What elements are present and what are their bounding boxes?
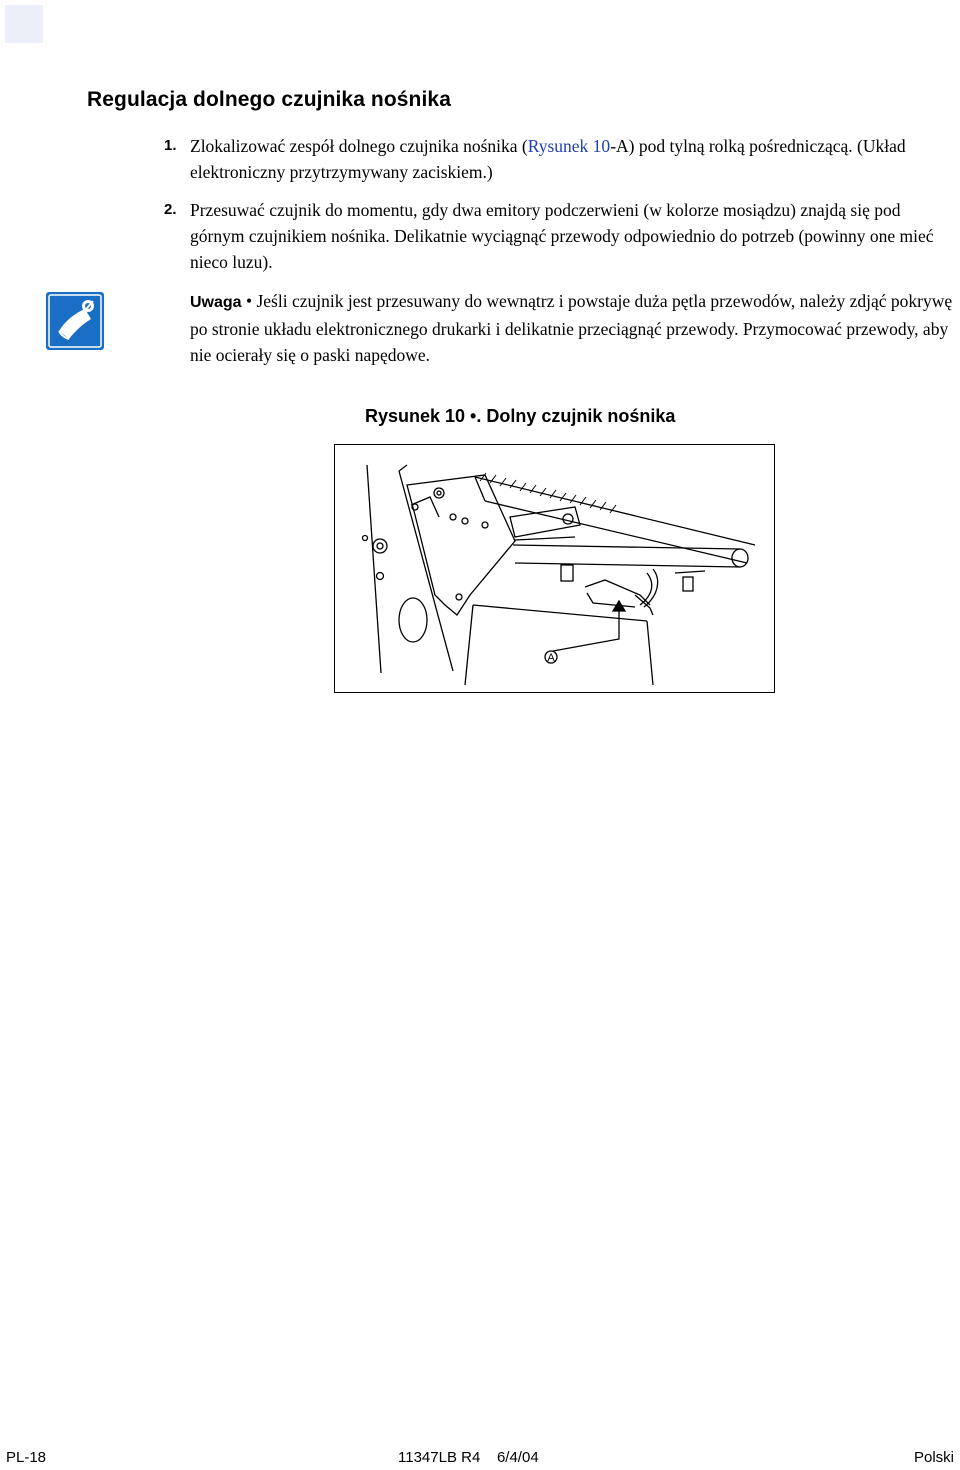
step-2 — [164, 197, 944, 275]
step-1-number: 1. — [164, 137, 177, 154]
corner-marker — [5, 5, 43, 43]
footer-language: Polski — [913, 1449, 954, 1466]
step-2-text: Przesuwać czujnik do momentu, gdy dwa emitory podczerwieni (w kolorze mosiądzu) znajdą się pod górnym czujnikiem nośnika. Delikatnie wyciągnąć przewody odpowiednio do potrzeb (powinny one mieć nieco luzu). — [190, 200, 934, 272]
step-2-number: 2. — [164, 201, 177, 218]
step-1 — [164, 133, 944, 185]
note-icon — [45, 291, 105, 351]
figure-caption: Rysunek 10 •. Dolny czujnik nośnika — [365, 406, 676, 426]
note-label: Uwaga — [190, 294, 242, 311]
step-1-text: Zlokalizować zespół dolnego czujnika nośnika (Rysunek 10-A) pod tylną rolką pośredniczącą. (Układ elektroniczny przytrzymywany zaciskiem.) — [190, 136, 906, 182]
note-separator: • — [245, 291, 253, 311]
sensor-illustration — [334, 444, 775, 693]
figure-link[interactable]: Rysunek 10 — [527, 136, 611, 156]
section-heading: Regulacja dolnego czujnika nośnika — [87, 88, 451, 111]
note-block — [190, 288, 955, 368]
footer-doc-info: 11347LB R4 6/4/04 — [398, 1449, 539, 1466]
callout-label: A — [547, 652, 555, 664]
footer-page-number: PL-18 — [6, 1449, 47, 1466]
note-text: Jeśli czujnik jest przesuwany do wewnątrz i powstaje duża pętla przewodów, należy zdjąć pokrywę po stronie układu elektronicznego drukarki i delikatnie przeciągnąć przewody. Przymocować przewody, aby nie ocierały się o paski napędowe. — [190, 291, 953, 365]
